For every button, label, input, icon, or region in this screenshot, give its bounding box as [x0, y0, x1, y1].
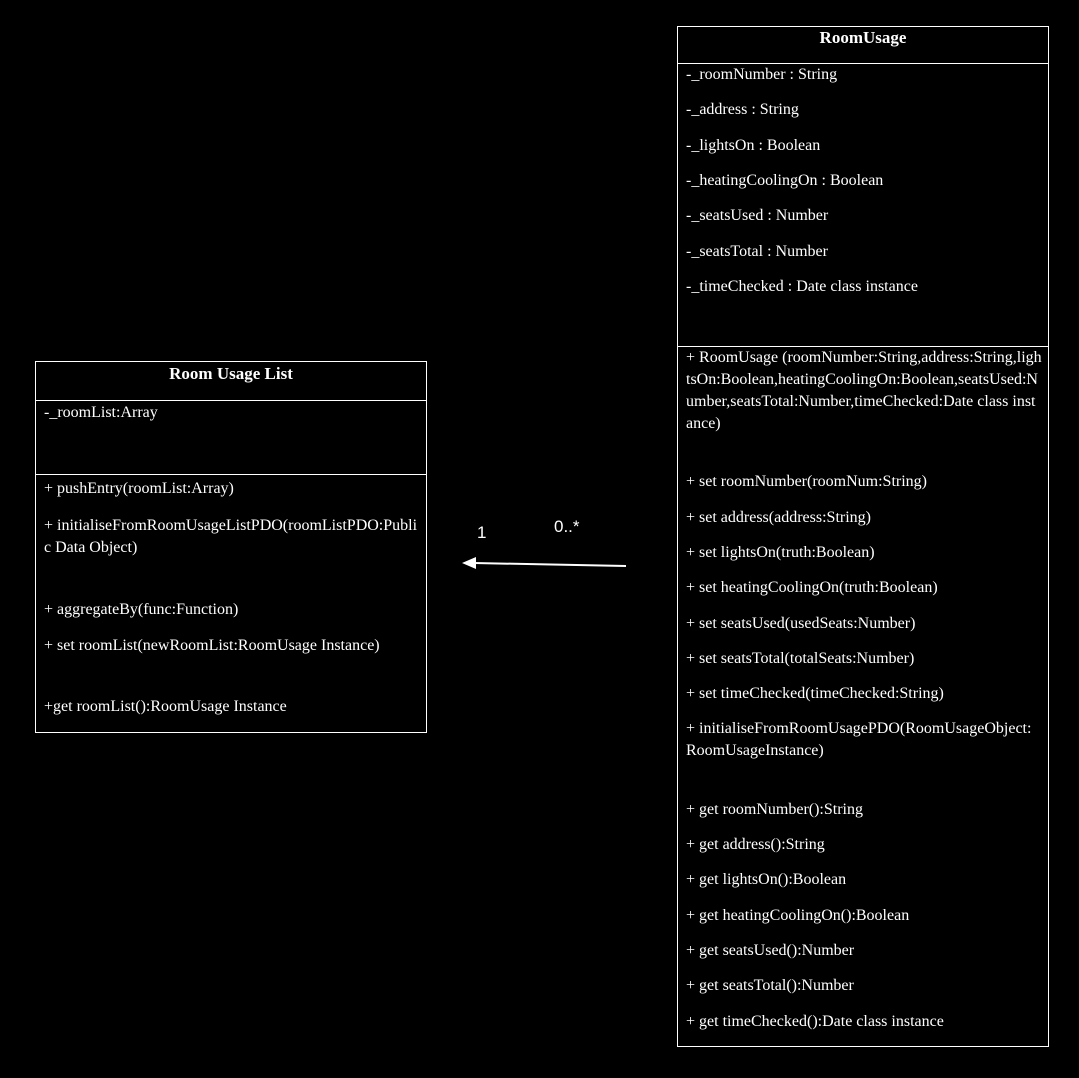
operation-row: + get lightsOn():Boolean	[686, 871, 847, 888]
operation-row: + set roomList(newRoomList:RoomUsage Instance)	[44, 637, 380, 654]
operation-row: + set roomNumber(roomNum:String)	[686, 473, 927, 490]
attribute-row: -_roomNumber : String	[686, 66, 838, 83]
operation-row: + set seatsTotal(totalSeats:Number)	[686, 650, 915, 667]
attribute-row: -_roomList:Array	[44, 404, 158, 421]
attribute-row: -_heatingCoolingOn : Boolean	[686, 172, 884, 189]
multiplicity-list-end: 1	[477, 523, 487, 542]
operation-row: + get seatsTotal():Number	[686, 977, 854, 994]
association-line	[474, 563, 626, 566]
operation-row: + get seatsUsed():Number	[686, 942, 855, 959]
multiplicity-usage-end: 0..*	[554, 517, 580, 536]
operation-row: + get address():String	[686, 836, 825, 853]
attribute-row: -_lightsOn : Boolean	[686, 137, 821, 154]
attribute-row: -_seatsUsed : Number	[686, 207, 829, 224]
operation-row: + pushEntry(roomList:Array)	[44, 480, 234, 497]
attribute-row: -_seatsTotal : Number	[686, 243, 828, 260]
operation-row: + initialiseFromRoomUsageListPDO(roomListPDO:Public Data Object)	[44, 517, 418, 556]
arrowhead-icon	[462, 557, 476, 569]
operation-row: + set heatingCoolingOn(truth:Boolean)	[686, 579, 938, 596]
operation-row: + initialiseFromRoomUsagePDO(RoomUsageObject:RoomUsageInstance)	[686, 720, 1032, 759]
operation-row: + set seatsUsed(usedSeats:Number)	[686, 615, 916, 632]
room-usage-list-title: Room Usage List	[36, 362, 426, 401]
room-usage-title: RoomUsage	[678, 27, 1048, 64]
operation-row: + set lightsOn(truth:Boolean)	[686, 544, 875, 561]
operation-row: + set address(address:String)	[686, 509, 871, 526]
attribute-row: -_address : String	[686, 101, 799, 118]
operation-row: + get timeChecked():Date class instance	[686, 1013, 944, 1030]
operation-row: + set timeChecked(timeChecked:String)	[686, 685, 944, 702]
operation-row: + get heatingCoolingOn():Boolean	[686, 907, 910, 924]
operation-row: + RoomUsage (roomNumber:String,address:String,lightsOn:Boolean,heatingCoolingOn:Boolean,seatsUsed:Number,seatsTotal:Number,timeChecked:Date class instance)	[686, 349, 1042, 432]
operation-row: +get roomList():RoomUsage Instance	[44, 698, 287, 715]
operation-row: + get roomNumber():String	[686, 801, 863, 818]
operation-row: + aggregateBy(func:Function)	[44, 601, 239, 618]
attribute-row: -_timeChecked : Date class instance	[686, 278, 918, 295]
